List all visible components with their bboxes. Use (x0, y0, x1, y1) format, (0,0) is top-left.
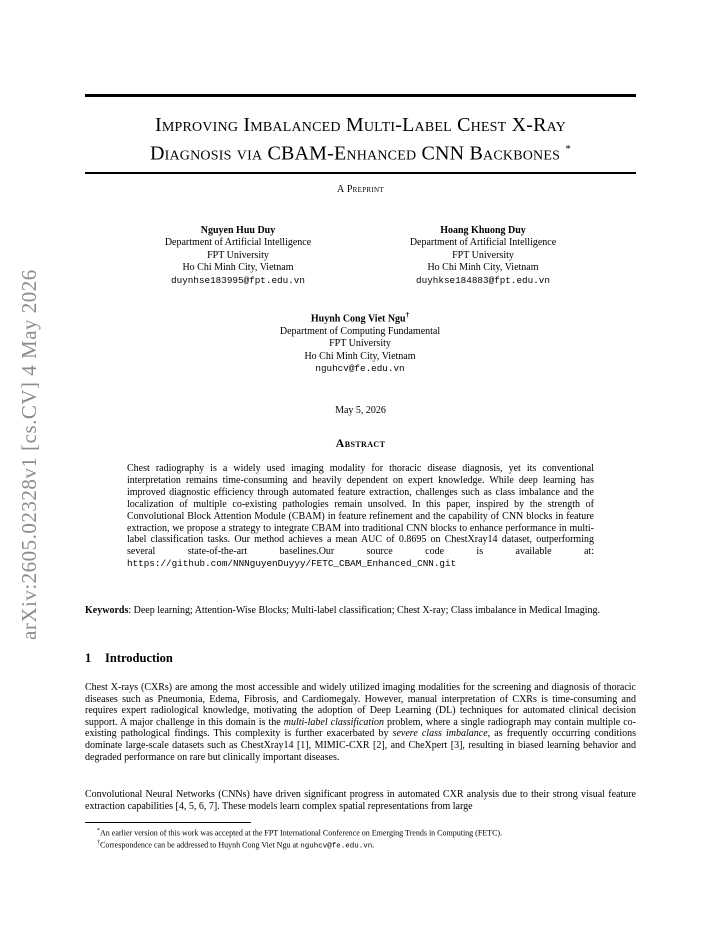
author-3 (260, 309, 460, 375)
author-department: Department of Artificial Intelligence (164, 237, 312, 249)
author-email[interactable]: duynhse183995@fpt.edu.vn (171, 274, 305, 286)
section-title: Introduction (105, 651, 173, 665)
publication-date: May 5, 2026 (335, 405, 386, 416)
intro-paragraph-2: Convolutional Neural Networks (CNNs) have driven significant progress in automated CXR analysis due to their strong visual feature extraction capabilities [4, 5, 6, 7]. These models learn complex spatial representations from large (85, 789, 636, 812)
abstract-body (127, 463, 594, 570)
author-department: Department of Artificial Intelligence (409, 237, 557, 249)
title-footnote-mark: * (565, 143, 572, 155)
author-email[interactable]: duyhkse184883@fpt.edu.vn (416, 274, 550, 286)
author-university: FPT University (452, 249, 514, 261)
footnote-email[interactable]: nguhcv@fe.edu.vn (300, 842, 373, 851)
footnote-text: An earlier version of this work was accepted at the FPT International Conference on Emerging Trends in Computing (FETC). (100, 828, 503, 838)
author-city: Ho Chi Minh City, Vietnam (182, 262, 294, 274)
title-top-rule (85, 94, 636, 97)
section-heading-introduction (85, 651, 173, 666)
title-line-1: Improving Imbalanced Multi-Label Chest X-Ray (155, 114, 566, 136)
title-bottom-rule (85, 172, 636, 174)
footnote-text: Correspondence can be addressed to Huynh Cong Viet Ngu at (100, 840, 301, 850)
section-number: 1 (85, 651, 92, 665)
author-university: FPT University (329, 338, 391, 350)
emphasis-multi-label: multi-label classification (283, 716, 384, 728)
footnote-rule (85, 822, 251, 823)
emphasis-class-imbalance: severe class imbalance (392, 728, 488, 740)
author-email[interactable]: nguhcv@fe.edu.vn (315, 362, 405, 374)
author-city: Ho Chi Minh City, Vietnam (304, 350, 416, 362)
keywords-label: Keywords (85, 605, 129, 616)
author-name: Nguyen Huu Duy (200, 225, 276, 236)
footnote-2: †Correspondence can be addressed to Huynh Cong Viet Ngu at nguhcv@fe.edu.vn. (97, 840, 375, 851)
source-code-link[interactable]: https://github.com/NNNguyenDuyyy/FETC_CBAM_Enhanced_CNN.git (127, 558, 457, 570)
abstract-text: Chest radiography is a widely used imaging modality for thoracic disease diagnosis, yet its conventional interpretation remains time-consuming and heavily dependent on expert knowledge. While deep learning has improved diagnostic efficiency through automated feature extraction, challenges such as class imbalance and the localization of multiple co-existing pathologies remain unsolved. In this paper, inspired by the strength of Convolutional Block Attention Module (CBAM) in feature refinement and the capability of CNN blocks in feature extraction, we propose a strategy to integrate CBAM into traditional CNN blocks to enhance performance in multi-label classification tasks. Our method achieves a mean AUC of 0.8695 on ChestXray14 dataset, outperforming several state-of-the-art baselines.Our source code is available at: (127, 463, 594, 558)
keywords (85, 605, 636, 617)
arxiv-identifier: arXiv:2605.02328v1 [cs.CV] 4 May 2026 (17, 269, 41, 640)
author-name: Hoang Khuong Duy (440, 225, 526, 236)
author-university: FPT University (207, 249, 269, 261)
paper-title (85, 113, 636, 166)
abstract-heading: Abstract (335, 436, 386, 450)
keywords-list: : Deep learning; Attention-Wise Blocks; Multi-label classification; Chest X-ray; Class imbalance in Medical Imaging. (128, 605, 601, 616)
author-city: Ho Chi Minh City, Vietnam (427, 262, 539, 274)
intro-paragraph-1: Chest X-rays (CXRs) are among the most accessible and widely utilized imaging modalities for the screening and diagnosis of thoracic diseases such as Pneumonia, Edema, Fibrosis, and Cardiomegaly. However, manual interpretation of CXRs is time-consuming and requires expert radiological knowledge, motivating the adoption of Deep Learning (DL) techniques for automated clinical decision support. A major challenge in this domain is the multi-label classification problem, where a single radiograph may contain multiple co-existing pathological findings. This complexity is further exacerbated by severe class imbalance, as frequently occurring conditions dominate large-scale datasets such as ChestXray14 [1], MIMIC-CXR [2], and CheXpert [3], resulting in biased learning behavior and degraded performance on rare but clinically important diseases. (85, 682, 636, 763)
author-2 (385, 225, 581, 287)
footnote-1 (97, 826, 637, 839)
author-name: Huynh Cong Viet Ngu† (310, 311, 410, 325)
title-line-2: Diagnosis via CBAM-Enhanced CNN Backbones * (149, 142, 572, 165)
footnote-mark: † (97, 840, 100, 846)
preprint-label: A Preprint (337, 184, 384, 195)
footnote-mark: * (97, 828, 100, 834)
author-department: Department of Computing Fundamental (279, 325, 441, 337)
author-1 (140, 225, 336, 287)
author-footnote-mark: † (405, 311, 410, 319)
